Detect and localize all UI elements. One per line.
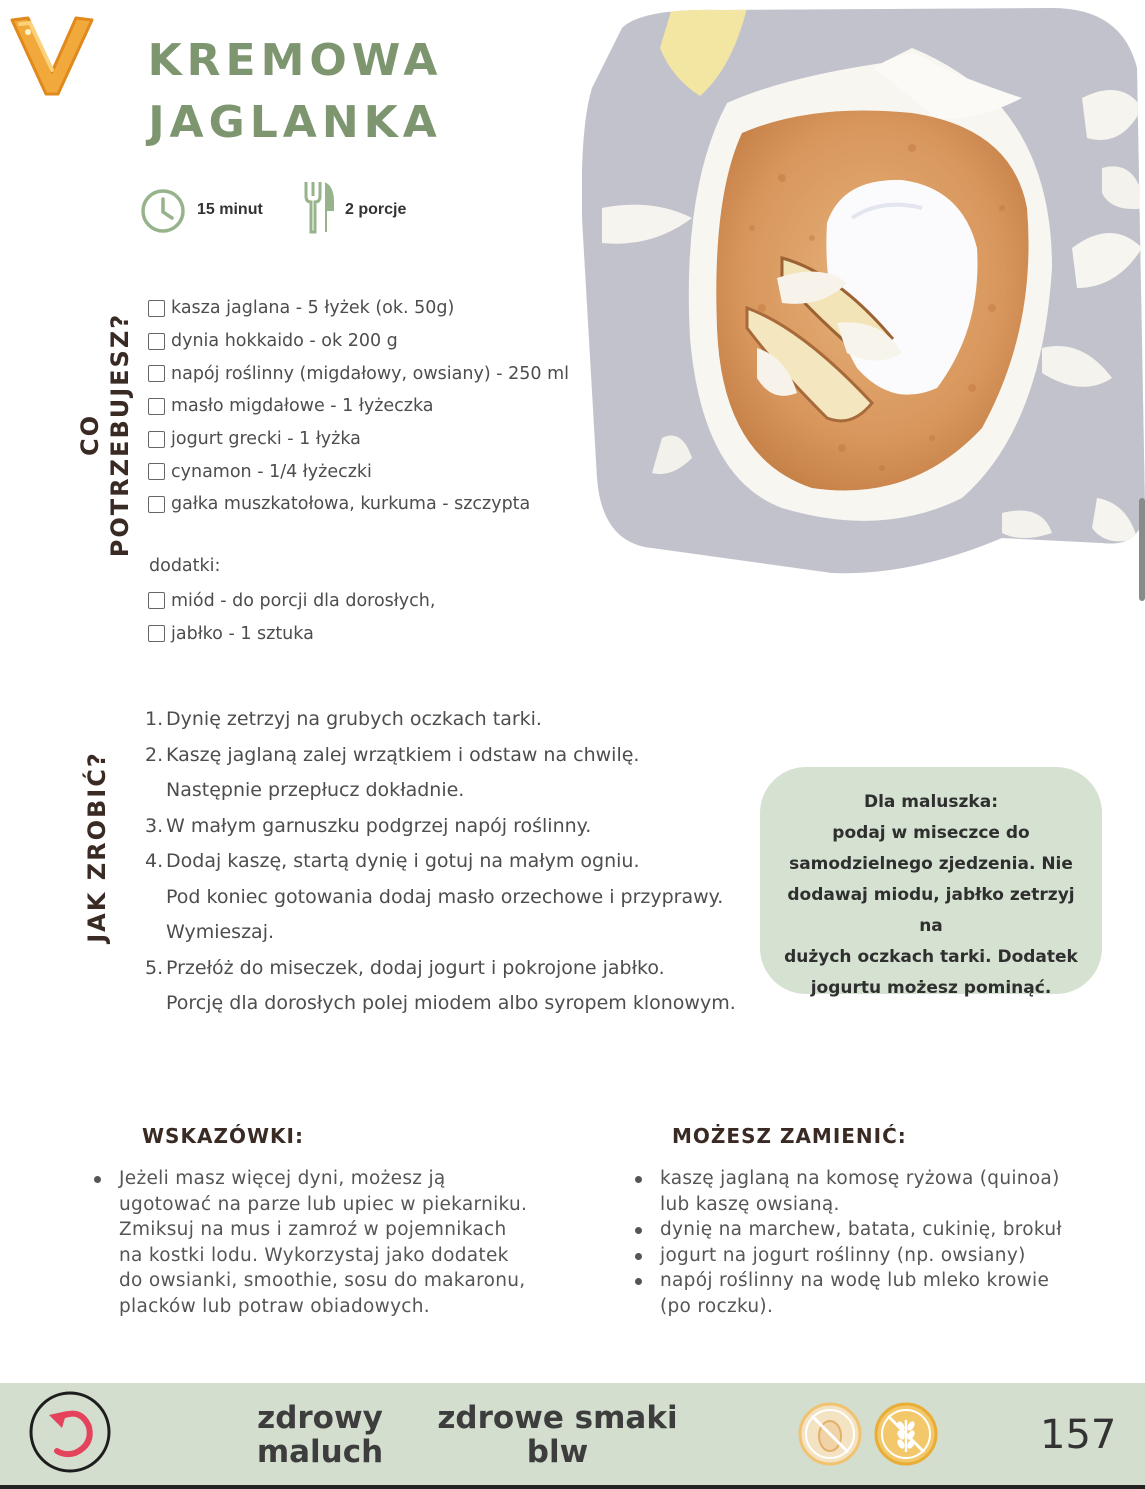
ingredient-item[interactable]: dynia hokkaido - ok 200 g — [148, 325, 588, 358]
extra-item[interactable]: jabłko - 1 sztuka — [148, 617, 435, 650]
extra-item[interactable]: miód - do porcji dla dorosłych, — [148, 584, 435, 617]
tip-item: Jeżeli masz więcej dyni, możesz ją ugotować na parze lub upiec w piekarniku. Zmiksuj na mus i zamroź w pojemnikach na kostki lodu. Wykorzystaj jako dodatek do owsianki, smoothie, sosu do makaronu, placków lub potraw obiadowych. — [92, 1166, 612, 1319]
step-item: 2. Kaszę jaglaną zalej wrzątkiem i odstaw na chwilę. — [145, 743, 640, 766]
page-number: 157 — [1040, 1412, 1117, 1458]
checkbox[interactable] — [148, 365, 165, 382]
fork-knife-icon — [303, 180, 335, 234]
step-continuation: Porcję dla dorosłych polej miodem albo syropem klonowym. — [166, 992, 736, 1014]
checkbox[interactable] — [148, 463, 165, 480]
checkbox[interactable] — [148, 333, 165, 350]
tips-heading: WSKAZÓWKI: — [142, 1124, 304, 1148]
ingredient-item[interactable]: napój roślinny (migdałowy, owsiany) - 250 ml — [148, 357, 588, 390]
brand-zdrowe-smaki-blw: zdrowe smaki blw — [437, 1400, 678, 1470]
scrollbar[interactable] — [1139, 498, 1145, 601]
checkbox[interactable] — [148, 625, 165, 642]
tips-list — [92, 1166, 612, 1319]
logo-v-icon — [6, 8, 98, 100]
step-item: 4. Dodaj kaszę, startą dynię i gotuj na małym ogniu. — [145, 850, 640, 872]
step-continuation: Pod koniec gotowania dodaj masło orzechowe i przyprawy. — [166, 885, 724, 908]
ingredient-item[interactable]: jogurt grecki - 1 łyżka — [148, 423, 588, 456]
checkbox[interactable] — [148, 496, 165, 513]
ingredients-list — [148, 292, 588, 521]
clock-icon — [140, 188, 186, 234]
bottom-divider — [0, 1485, 1145, 1489]
swap-item: napój roślinny na wodę lub mleko krowie (po roczku). — [633, 1268, 1123, 1319]
dish-photo — [582, 8, 1145, 576]
checkbox[interactable] — [148, 431, 165, 448]
ingredient-item[interactable]: kasza jaglana - 5 łyżek (ok. 50g) — [148, 292, 588, 325]
swap-item: dynię na marchew, batata, cukinię, brokuł — [633, 1217, 1123, 1243]
step-continuation: Następnie przepłucz dokładnie. — [166, 779, 465, 801]
swap-item: jogurt na jogurt roślinny (np. owsiany) — [633, 1243, 1123, 1269]
checkbox[interactable] — [148, 300, 165, 317]
ingredient-item[interactable]: cynamon - 1/4 łyżeczki — [148, 455, 588, 488]
ingredient-item[interactable]: masło migdałowe - 1 łyżeczka — [148, 390, 588, 423]
steps-heading: JAK ZROBIĆ? — [83, 751, 111, 943]
ingredients-heading: CO POTRZEBUJESZ? — [76, 312, 134, 558]
title-line-2: JAGLANKA — [148, 97, 442, 148]
prep-time: 15 minut — [197, 201, 263, 218]
checkbox[interactable] — [148, 398, 165, 415]
servings: 2 porcje — [345, 201, 407, 218]
gluten-free-icon — [874, 1402, 938, 1466]
recipe-title — [130, 30, 460, 154]
title-line-1: KREMOWA — [147, 35, 443, 86]
undo-arrow-icon[interactable] — [29, 1391, 111, 1473]
swaps-list — [633, 1166, 1123, 1319]
checkbox[interactable] — [148, 592, 165, 609]
extras-label: dodatki: — [149, 556, 221, 576]
toddler-tip-bubble: Dla maluszka: podaj w miseczce do samodzielnego zjedzenia. Nie dodawaj miodu, jabłko zetrzyj na dużych oczkach tarki. Dodatek jogurtu możesz pominąć. — [760, 767, 1102, 994]
step-item: 3. W małym garnuszku podgrzej napój roślinny. — [145, 814, 592, 837]
brand-zdrowy-maluch: zdrowy maluch — [256, 1400, 384, 1470]
swaps-heading: MOŻESZ ZAMIENIĆ: — [672, 1124, 907, 1148]
step-continuation: Wymieszaj. — [166, 921, 275, 943]
extras-list — [148, 584, 435, 650]
egg-free-icon — [798, 1402, 862, 1466]
step-item: 1. Dynię zetrzyj na grubych oczkach tarki. — [145, 708, 542, 730]
step-item: 5. Przełóż do miseczek, dodaj jogurt i pokrojone jabłko. — [145, 956, 665, 979]
steps-list — [145, 702, 765, 1022]
ingredient-item[interactable]: gałka muszkatołowa, kurkuma - szczypta — [148, 488, 588, 521]
swap-item: kaszę jaglaną na komosę ryżowa (quinoa) lub kaszę owsianą. — [633, 1166, 1123, 1217]
